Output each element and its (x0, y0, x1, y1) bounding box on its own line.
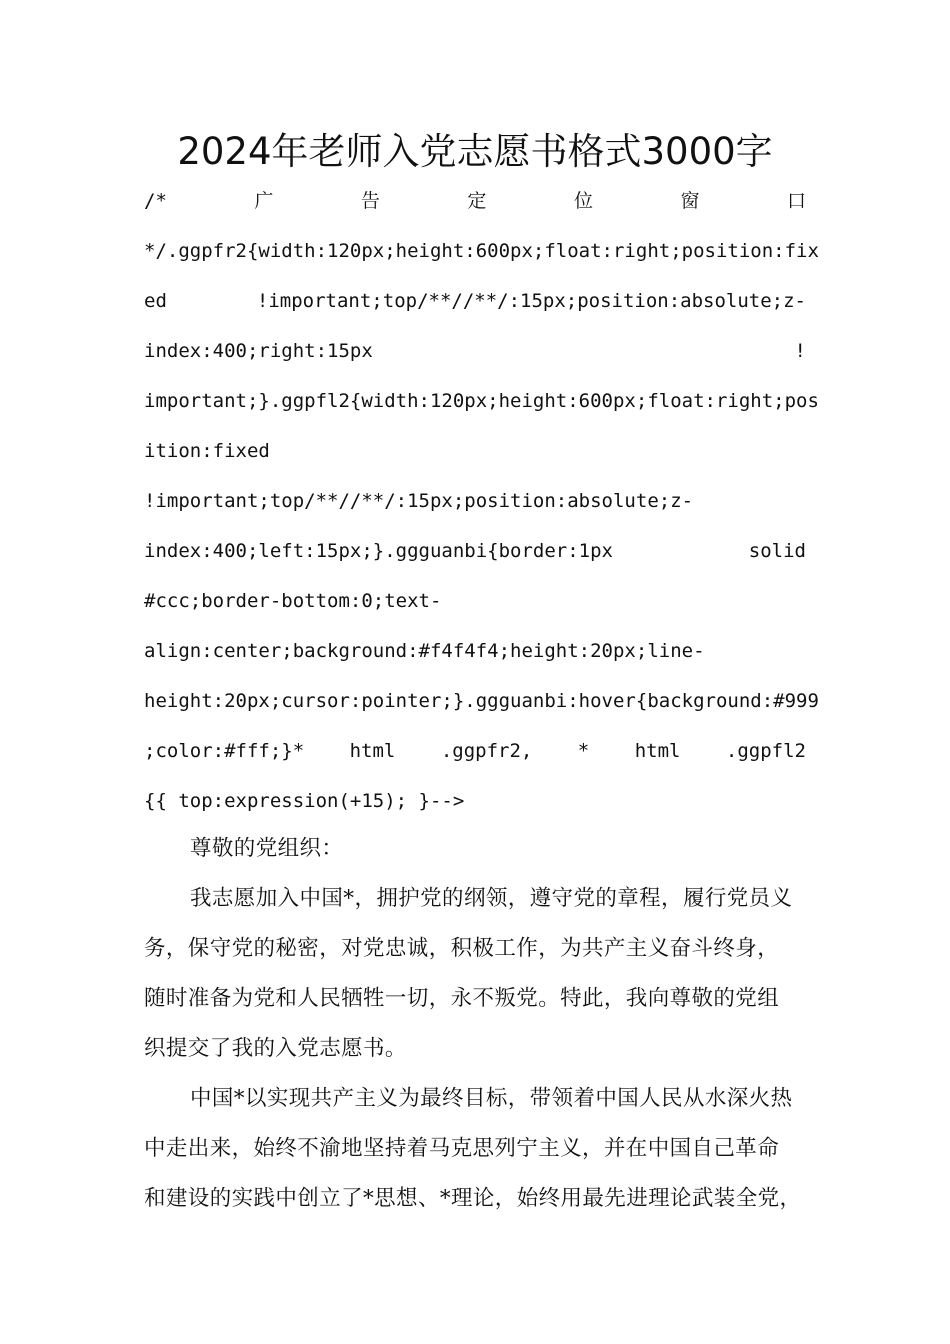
code-token: html (634, 740, 681, 762)
code-token: align:center;background:#f4f4f4;height:20px;line- (144, 640, 705, 662)
code-token: 口 (786, 190, 806, 212)
code-token: index:400;right:15px (144, 340, 373, 362)
paragraph-1-line: 随时准备为党和人民牺牲一切，永不叛党。特此，我向尊敬的党组 (144, 986, 780, 1011)
code-line-1 (144, 186, 806, 216)
code-line-11 (144, 686, 819, 716)
code-line-5 (144, 386, 819, 416)
paragraph-2-line: 中国*以实现共产主义为最终目标，带领着中国人民从水深火热 (190, 1086, 793, 1111)
code-token: 窗 (680, 190, 700, 212)
paragraph-2-line: 和建设的实践中创立了*思想、*理论，始终用最先进理论武装全党， (144, 1186, 802, 1211)
code-token: * (577, 740, 590, 762)
salutation: 尊敬的党组织： (190, 836, 344, 861)
code-line-2 (144, 236, 819, 266)
code-token: ition:fixed (144, 440, 270, 462)
code-token: html (349, 740, 396, 762)
code-token: */.ggpfr2{width:120px;height:600px;float:right;position:fix (144, 240, 819, 262)
code-token: ;color:#fff;}* (144, 740, 305, 762)
code-token: 告 (360, 190, 380, 212)
code-line-13 (144, 786, 806, 816)
paragraph-1-line: 织提交了我的入党志愿书。 (144, 1036, 407, 1061)
code-token: !important;top/**//**/:15px;position:absolute;z- (256, 290, 806, 312)
code-token: height:20px;cursor:pointer;}.ggguanbi:hover{background:#999 (144, 690, 819, 712)
code-token: /* (144, 190, 167, 212)
code-token: #ccc;border-bottom:0;text- (144, 590, 442, 612)
code-line-6 (144, 436, 806, 466)
code-token: important;}.ggpfl2{width:120px;height:600px;float:right;pos (144, 390, 819, 412)
code-line-9 (144, 586, 806, 616)
code-token: 定 (467, 190, 487, 212)
code-token: ! (794, 340, 806, 362)
code-token: !important;top/**//**/:15px;position:absolute;z- (144, 490, 694, 512)
code-line-7 (144, 486, 806, 516)
code-line-10 (144, 636, 806, 666)
code-token: solid (748, 540, 806, 562)
code-token: ed (144, 290, 167, 312)
code-token: index:400;left:15px;}.ggguanbi{border:1px (144, 540, 613, 562)
code-token: .ggpfr2, (440, 740, 533, 762)
code-line-4 (144, 336, 806, 366)
document-title: 2024年老师入党志愿书格式3000字 (177, 130, 773, 173)
code-line-8 (144, 536, 806, 566)
paragraph-1-line: 我志愿加入中国*，拥护党的纲领，遵守党的章程，履行党员义 (190, 886, 793, 911)
paragraph-1-line: 务，保守党的秘密，对党忠诚，积极工作，为共产主义奋斗终身， (144, 936, 780, 961)
code-line-3 (144, 286, 806, 316)
code-token: {{ top:expression(+15); }--> (144, 790, 465, 812)
code-token: 位 (573, 190, 593, 212)
code-line-12 (144, 736, 806, 766)
paragraph-2-line: 中走出来，始终不渝地坚持着马克思列宁主义，并在中国自己革命 (144, 1136, 780, 1161)
code-token: 广 (254, 190, 274, 212)
code-token: .ggpfl2 (725, 740, 806, 762)
